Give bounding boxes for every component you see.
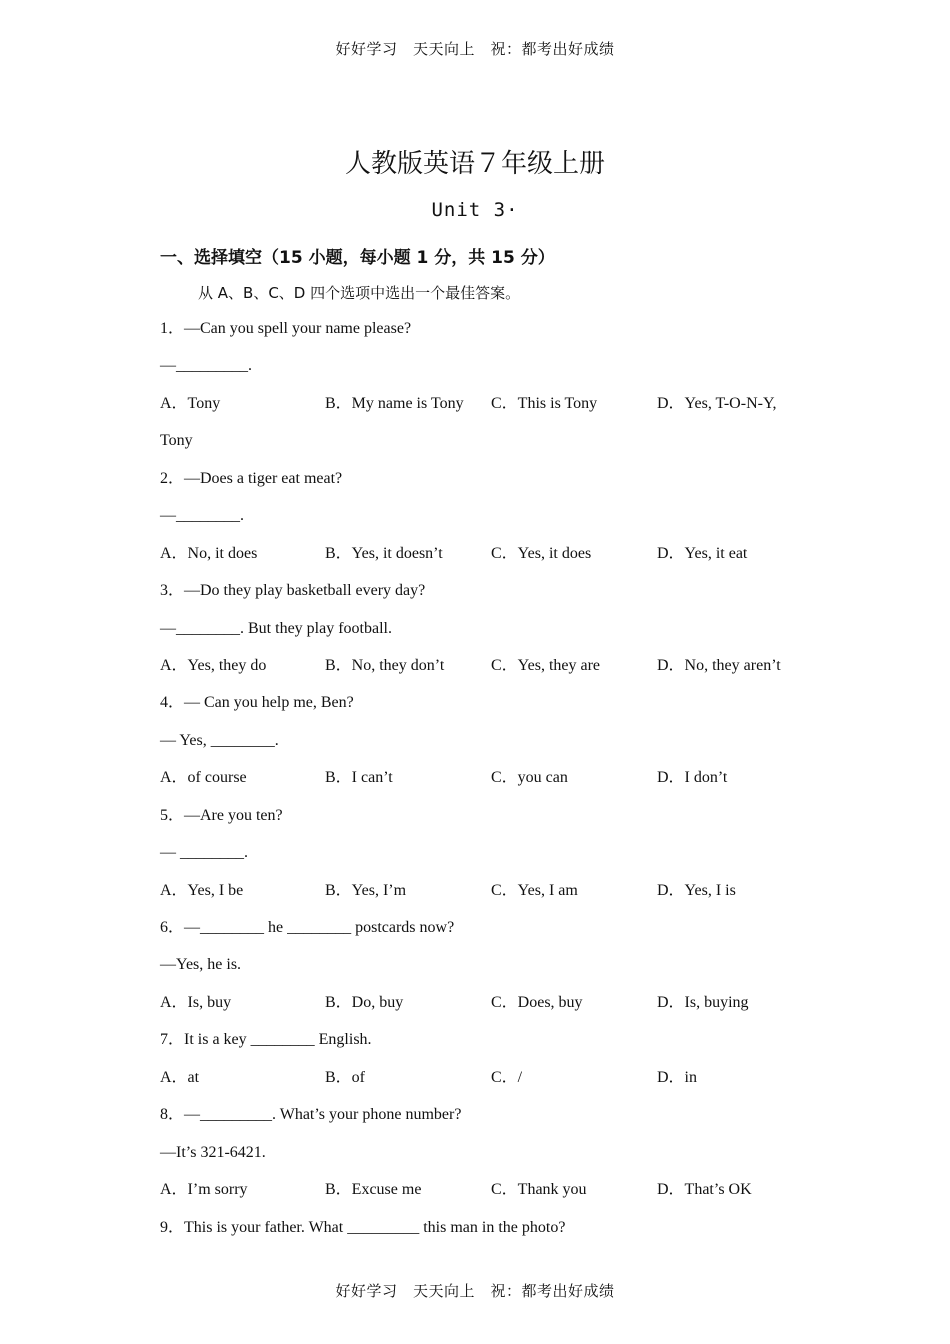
option-c: C．Does, buy	[491, 993, 583, 1011]
question-item	[160, 1096, 800, 1208]
option-d: D．I don’t	[657, 769, 728, 787]
options-row	[160, 385, 800, 422]
page-footer: 好好学习 天天向上 祝：都考出好成绩	[335, 1282, 615, 1300]
options-row	[160, 647, 800, 684]
option-d: D．No, they aren’t	[657, 656, 781, 674]
unit-subtitle: Unit 3·	[431, 199, 519, 221]
options-row	[160, 535, 800, 572]
option-c: C．/	[491, 1068, 523, 1086]
question-text: —_________.	[160, 357, 252, 375]
option-d: D．Yes, it eat	[657, 544, 748, 562]
option-b: B．of	[325, 1068, 366, 1086]
option-continuation: Tony	[160, 432, 193, 450]
question-item	[160, 909, 800, 1021]
page-header: 好好学习 天天向上 祝：都考出好成绩	[335, 40, 615, 58]
option-b: B．Excuse me	[325, 1181, 422, 1199]
option-a: A．of course	[160, 769, 247, 787]
options-row	[160, 1059, 800, 1096]
option-b: B．Yes, I’m	[325, 881, 407, 899]
question-text: —Yes, he is.	[160, 956, 242, 974]
question-text: —________.	[160, 507, 244, 525]
question-item	[160, 1021, 800, 1096]
option-a: A．I’m sorry	[160, 1181, 248, 1199]
option-b: B．Yes, it doesn’t	[325, 544, 443, 562]
option-b: B．Do, buy	[325, 993, 404, 1011]
option-b: B．No, they don’t	[325, 656, 445, 674]
question-item	[160, 1209, 800, 1246]
question-item	[160, 310, 800, 460]
question-text: 1．—Can you spell your name please?	[160, 320, 412, 337]
question-text: — ________.	[160, 844, 248, 862]
option-c: C．Yes, it does	[491, 544, 592, 562]
option-c: C．This is Tony	[491, 394, 598, 412]
option-a: A．Tony	[160, 394, 221, 412]
question-text: 6．—________ he ________ postcards now?	[160, 919, 455, 936]
question-text: 8．—_________. What’s your phone number?	[160, 1106, 462, 1124]
question-text: —________. But they play football.	[160, 619, 392, 637]
section-instruction: 从 A、B、C、D 四个选项中选出一个最佳答案。	[198, 284, 521, 302]
section-heading: 一、选择填空（15 小题，每小题 1 分，共 15 分）	[160, 248, 555, 268]
question-text: 4．— Can you help me, Ben?	[160, 694, 354, 712]
question-text: 2．—Does a tiger eat meat?	[160, 469, 343, 487]
question-item	[160, 572, 800, 684]
question-text: 7．It is a key ________ English.	[160, 1031, 372, 1049]
options-row	[160, 984, 800, 1021]
question-item	[160, 460, 800, 572]
option-d: D．Is, buying	[657, 993, 749, 1011]
question-item	[160, 797, 800, 909]
question-item	[160, 684, 800, 796]
option-c: C．you can	[491, 769, 568, 787]
option-c: C．Yes, they are	[491, 656, 601, 674]
option-a: A．Yes, I be	[160, 881, 244, 899]
question-text: —It’s 321-6421.	[160, 1143, 266, 1161]
question-list	[160, 310, 800, 1246]
question-text: 3．—Do they play basketball every day?	[160, 582, 426, 600]
option-a: A．Is, buy	[160, 993, 232, 1011]
option-c: C．Thank you	[491, 1181, 587, 1199]
question-text: 5．—Are you ten?	[160, 806, 283, 824]
option-b: B．My name is Tony	[325, 394, 464, 412]
options-row	[160, 1171, 800, 1208]
option-d: D．in	[657, 1068, 698, 1086]
option-a: A．Yes, they do	[160, 656, 267, 674]
options-row	[160, 872, 800, 909]
question-text: 9．This is your father. What _________ this man in the photo?	[160, 1218, 566, 1236]
question-text: — Yes, ________.	[160, 731, 279, 749]
option-a: A．No, it does	[160, 544, 258, 562]
option-d: D．Yes, I is	[657, 881, 736, 899]
option-c: C．Yes, I am	[491, 881, 578, 899]
option-a: A．at	[160, 1068, 200, 1086]
options-row	[160, 759, 800, 796]
option-b: B．I can’t	[325, 769, 393, 787]
option-d: D．That’s OK	[657, 1181, 752, 1199]
document-title: 人教版英语７年级上册	[344, 149, 605, 179]
option-d: D．Yes, T-O-N-Y,	[657, 394, 777, 412]
